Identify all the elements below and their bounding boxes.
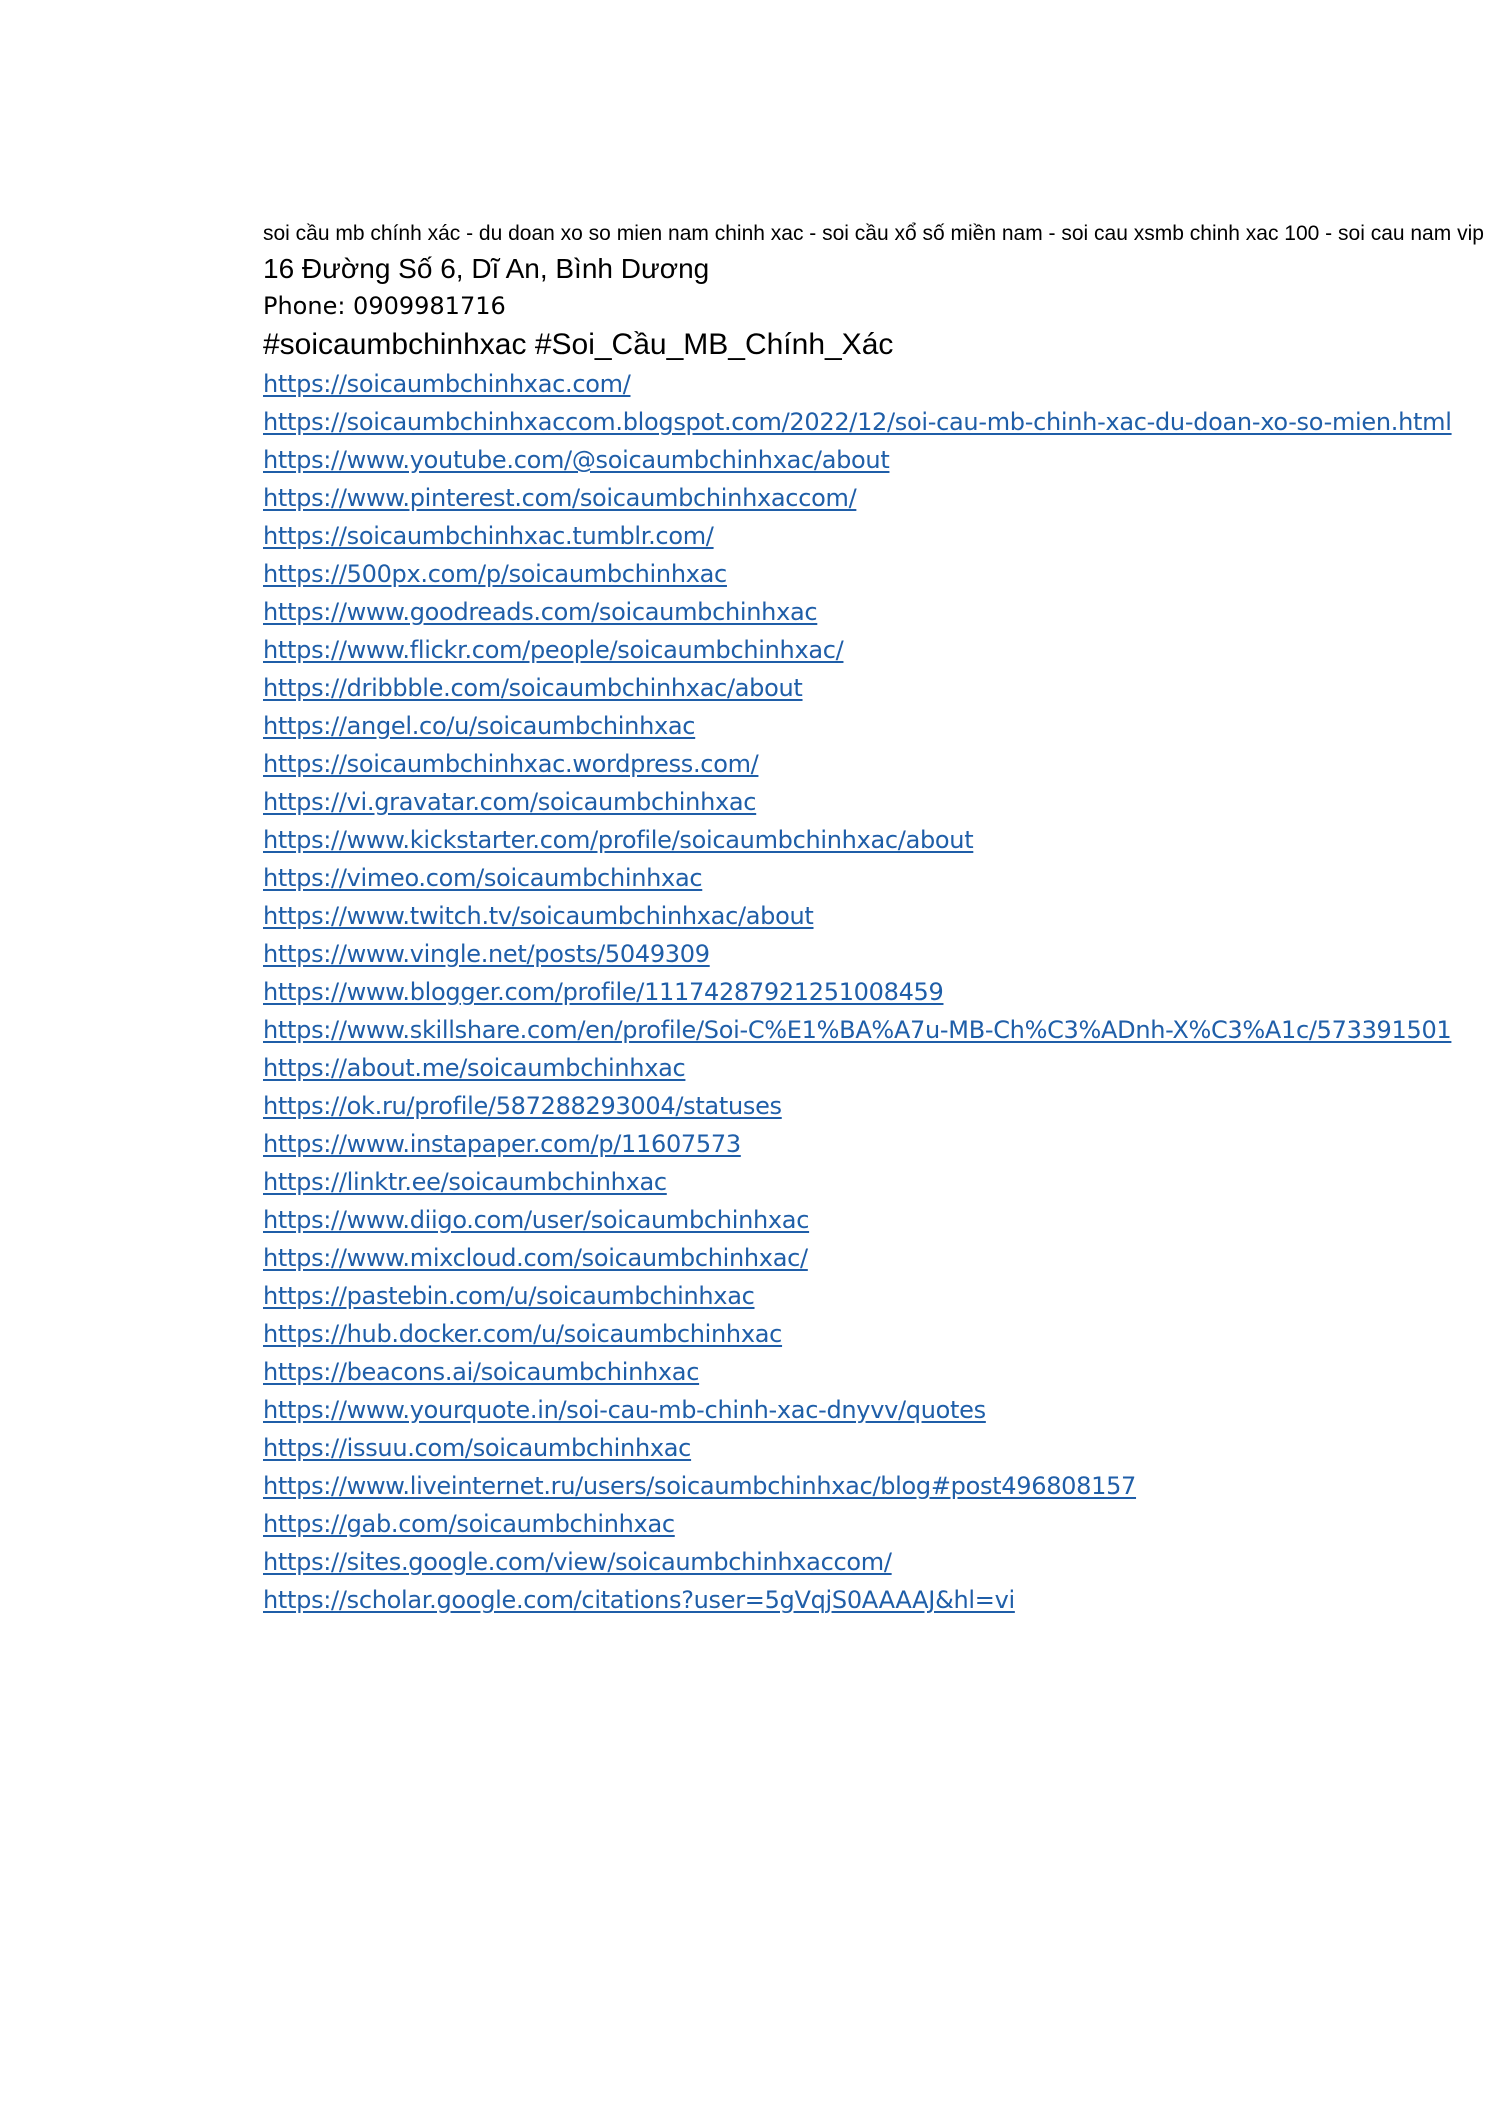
link-wordpress[interactable]: https://soicaumbchinhxac.wordpress.com/: [263, 750, 759, 778]
link-item: [263, 821, 1493, 859]
link-item: [263, 859, 1493, 897]
link-google-scholar[interactable]: https://scholar.google.com/citations?user=5gVqjS0AAAAJ&hl=vi: [263, 1586, 1015, 1614]
link-blogspot[interactable]: https://soicaumbchinhxaccom.blogspot.com/2022/12/soi-cau-mb-chinh-xac-du-doan-xo-so-mien.html: [263, 408, 1452, 436]
link-list: [263, 365, 1493, 1619]
link-item: [263, 1087, 1493, 1125]
link-twitch[interactable]: https://www.twitch.tv/soicaumbchinhxac/about: [263, 902, 814, 930]
link-okru[interactable]: https://ok.ru/profile/587288293004/statuses: [263, 1092, 782, 1120]
link-item: [263, 783, 1493, 821]
link-item: [263, 1125, 1493, 1163]
link-gab[interactable]: https://gab.com/soicaumbchinhxac: [263, 1510, 675, 1538]
link-item: [263, 1581, 1493, 1619]
link-item: [263, 631, 1493, 669]
link-item: [263, 745, 1493, 783]
link-pastebin[interactable]: https://pastebin.com/u/soicaumbchinhxac: [263, 1282, 755, 1310]
link-skillshare[interactable]: https://www.skillshare.com/en/profile/Soi-C%E1%BA%A7u-MB-Ch%C3%ADnh-X%C3%A1c/573391501: [263, 1016, 1452, 1044]
link-item: [263, 1011, 1493, 1049]
link-item: [263, 479, 1493, 517]
link-item: [263, 1543, 1493, 1581]
phone-text: Phone: 0909981716: [263, 292, 506, 320]
link-dockerhub[interactable]: https://hub.docker.com/u/soicaumbchinhxac: [263, 1320, 783, 1348]
address-text: 16 Đường Số 6, Dĩ An, Bình Dương: [263, 253, 710, 284]
link-gravatar[interactable]: https://vi.gravatar.com/soicaumbchinhxac: [263, 788, 757, 816]
link-item: [263, 973, 1493, 1011]
link-item: [263, 935, 1493, 973]
link-item: [263, 1201, 1493, 1239]
link-issuu[interactable]: https://issuu.com/soicaumbchinhxac: [263, 1434, 692, 1462]
link-item: [263, 1315, 1493, 1353]
link-instapaper[interactable]: https://www.instapaper.com/p/11607573: [263, 1130, 741, 1158]
link-soicaumbchinhxac-site[interactable]: https://soicaumbchinhxac.com/: [263, 370, 631, 398]
link-goodreads[interactable]: https://www.goodreads.com/soicaumbchinhxac: [263, 598, 818, 626]
link-tumblr[interactable]: https://soicaumbchinhxac.tumblr.com/: [263, 522, 714, 550]
hashtags-text: #soicaumbchinhxac #Soi_Cầu_MB_Chính_Xác: [263, 328, 894, 361]
document-content: [263, 220, 1493, 1619]
link-liveinternet[interactable]: https://www.liveinternet.ru/users/soicaumbchinhxac/blog#post496808157: [263, 1472, 1137, 1500]
link-blogger[interactable]: https://www.blogger.com/profile/11174287921251008459: [263, 978, 944, 1006]
link-item: [263, 555, 1493, 593]
link-500px[interactable]: https://500px.com/p/soicaumbchinhxac: [263, 560, 727, 588]
link-yourquote[interactable]: https://www.yourquote.in/soi-cau-mb-chinh-xac-dnyvv/quotes: [263, 1396, 986, 1424]
link-item: [263, 1429, 1493, 1467]
link-item: [263, 365, 1493, 403]
link-vimeo[interactable]: https://vimeo.com/soicaumbchinhxac: [263, 864, 703, 892]
link-flickr[interactable]: https://www.flickr.com/people/soicaumbchinhxac/: [263, 636, 844, 664]
link-item: [263, 1467, 1493, 1505]
link-item: [263, 517, 1493, 555]
link-item: [263, 1163, 1493, 1201]
intro-text: soi cầu mb chính xác - du doan xo so mien nam chinh xac - soi cầu xổ số miền nam - soi cau xsmb chinh xac 100 - soi cau nam vip: [263, 222, 1484, 245]
link-diigo[interactable]: https://www.diigo.com/user/soicaumbchinhxac: [263, 1206, 810, 1234]
link-beacons[interactable]: https://beacons.ai/soicaumbchinhxac: [263, 1358, 700, 1386]
link-item: [263, 1391, 1493, 1429]
link-kickstarter[interactable]: https://www.kickstarter.com/profile/soicaumbchinhxac/about: [263, 826, 974, 854]
link-item: [263, 897, 1493, 935]
link-item: [263, 669, 1493, 707]
link-vingle[interactable]: https://www.vingle.net/posts/5049309: [263, 940, 710, 968]
link-item: [263, 1049, 1493, 1087]
link-google-sites[interactable]: https://sites.google.com/view/soicaumbchinhxaccom/: [263, 1548, 892, 1576]
link-item: [263, 1505, 1493, 1543]
link-item: [263, 441, 1493, 479]
link-item: [263, 707, 1493, 745]
link-mixcloud[interactable]: https://www.mixcloud.com/soicaumbchinhxac/: [263, 1244, 808, 1272]
link-item: [263, 593, 1493, 631]
link-pinterest[interactable]: https://www.pinterest.com/soicaumbchinhxaccom/: [263, 484, 857, 512]
link-item: [263, 1353, 1493, 1391]
link-item: [263, 1277, 1493, 1315]
link-angel[interactable]: https://angel.co/u/soicaumbchinhxac: [263, 712, 696, 740]
link-dribbble[interactable]: https://dribbble.com/soicaumbchinhxac/about: [263, 674, 803, 702]
link-linktree[interactable]: https://linktr.ee/soicaumbchinhxac: [263, 1168, 667, 1196]
link-item: [263, 403, 1493, 441]
link-youtube[interactable]: https://www.youtube.com/@soicaumbchinhxac/about: [263, 446, 890, 474]
link-item: [263, 1239, 1493, 1277]
link-aboutme[interactable]: https://about.me/soicaumbchinhxac: [263, 1054, 686, 1082]
